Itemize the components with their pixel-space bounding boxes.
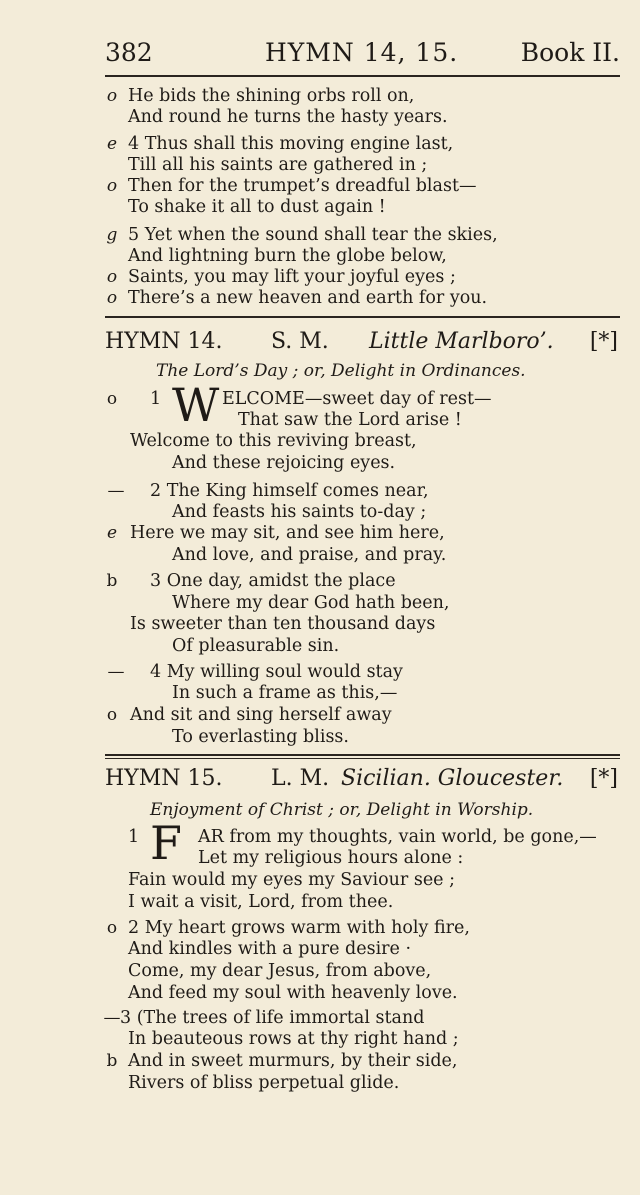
hymn-tune: Little Marlboro’. [369, 329, 554, 354]
verse-line: And kindles with a pure desire · [128, 939, 412, 959]
hymn-subtitle: Enjoyment of Christ ; or, Delight in Worship. [150, 800, 534, 820]
verse-line: And in sweet murmurs, by their side, [128, 1051, 458, 1071]
verse-line: And love, and praise, and pray. [172, 545, 447, 565]
verse-line: There’s a new heaven and earth for you. [128, 288, 488, 308]
dynamic-mark: e [106, 134, 118, 154]
section-rule [105, 316, 620, 318]
hymn-number: HYMN 15. [105, 766, 223, 791]
verse-line: Rivers of bliss perpetual glide. [128, 1073, 400, 1093]
verse-line: Saints, you may lift your joyful eyes ; [128, 267, 456, 287]
verse-line: 3 (The trees of life immortal stand [120, 1008, 425, 1028]
verse-line: In beauteous rows at thy right hand ; [128, 1029, 459, 1049]
drop-cap: F [150, 816, 182, 870]
dynamic-mark: o [106, 389, 118, 409]
dynamic-mark: o [106, 267, 118, 287]
verse-line: Then for the trumpet’s dreadful blast— [128, 176, 477, 196]
dynamic-mark: — [107, 481, 125, 501]
dynamic-mark: b [106, 1051, 118, 1071]
dynamic-mark: e [106, 523, 118, 543]
verse-line: 4 My willing soul would stay [150, 662, 403, 682]
verse-line: Of pleasurable sin. [172, 636, 340, 656]
hymn-meter: S. M. [271, 329, 329, 354]
verse-line: Is sweeter than ten thousand days [130, 614, 436, 634]
verse-number: 1 [128, 827, 140, 847]
verse-number: 1 [150, 389, 162, 409]
hymn-flag: [*] [589, 766, 618, 791]
verse-line: And sit and sing herself away [130, 705, 392, 725]
dynamic-mark: o [106, 918, 118, 938]
section-rule [105, 754, 620, 756]
dynamic-mark: o [106, 288, 118, 308]
verse-line: Fain would my eyes my Saviour see ; [128, 870, 455, 890]
page-number: 382 [105, 38, 153, 67]
verse-line: Where my dear God hath been, [172, 593, 450, 613]
verse-line: Let my religious hours alone : [198, 848, 464, 868]
hymn-tune: Sicilian. Gloucester. [341, 766, 564, 791]
verse-line: AR from my thoughts, vain world, be gone,— [198, 827, 597, 847]
verse-line: And lightning burn the globe below, [128, 246, 447, 266]
verse-line: To shake it all to dust again ! [128, 197, 386, 217]
dynamic-mark: — [107, 662, 125, 682]
verse-line: And round he turns the hasty years. [128, 107, 448, 127]
verse-line: 2 The King himself comes near, [150, 481, 429, 501]
verse-line: That saw the Lord arise ! [238, 410, 462, 430]
header-rule [105, 75, 620, 77]
verse-line: 5 Yet when the sound shall tear the skies, [128, 225, 498, 245]
verse-line: 3 One day, amidst the place [150, 571, 396, 591]
running-title: HYMN 14, 15. [265, 38, 459, 67]
hymn-subtitle: The Lord’s Day ; or, Delight in Ordinances. [156, 361, 526, 381]
verse-line: He bids the shining orbs roll on, [128, 86, 415, 106]
hymn-meter: L. M. [271, 766, 330, 791]
hymn-number: HYMN 14. [105, 329, 223, 354]
verse-line: Come, my dear Jesus, from above, [128, 961, 432, 981]
verse-line: ELCOME—sweet day of rest— [222, 389, 492, 409]
verse-line: And these rejoicing eyes. [172, 453, 396, 473]
verse-line: And feed my soul with heavenly love. [128, 983, 458, 1003]
dynamic-mark: o [106, 176, 118, 196]
drop-cap: W [172, 378, 220, 432]
verse-line: Welcome to this reviving breast, [130, 431, 417, 451]
running-header [105, 38, 620, 72]
hymn-flag: [*] [589, 329, 618, 354]
dynamic-mark: b [106, 571, 118, 591]
verse-line: In such a frame as this,— [172, 683, 398, 703]
verse-line: And feasts his saints to-day ; [172, 502, 427, 522]
verse-line: 2 My heart grows warm with holy fire, [128, 918, 470, 938]
dynamic-mark: o [106, 86, 118, 106]
verse-line: Here we may sit, and see him here, [130, 523, 445, 543]
verse-line: 4 Thus shall this moving engine last, [128, 134, 454, 154]
verse-line: Till all his saints are gathered in ; [128, 155, 428, 175]
verse-line: I wait a visit, Lord, from thee. [128, 892, 394, 912]
dynamic-mark: g [106, 225, 118, 245]
dynamic-mark: — [103, 1008, 121, 1028]
section-rule-thin [105, 758, 620, 759]
book-label: Book II. [520, 38, 620, 67]
dynamic-mark: o [106, 705, 118, 725]
verse-line: To everlasting bliss. [172, 727, 349, 747]
